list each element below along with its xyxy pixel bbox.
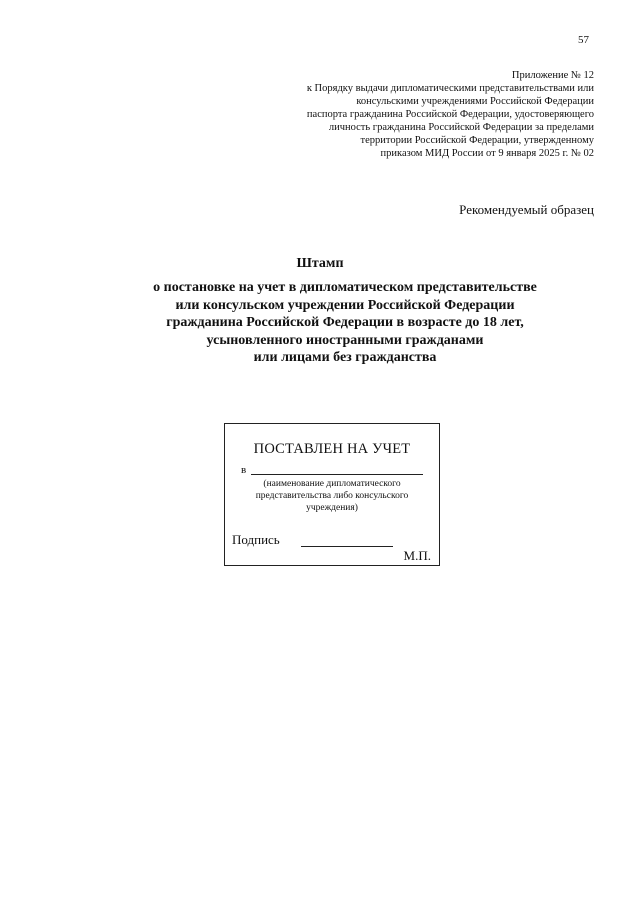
appendix-line: территории Российской Федерации, утвержденному <box>360 135 594 146</box>
subtitle-line: или лицами без гражданства <box>253 350 437 365</box>
stamp-box <box>224 423 440 566</box>
appendix-line: паспорта гражданина Российской Федерации, удостоверяющего <box>306 109 594 120</box>
appendix-line: приказом МИД России от 9 января 2025 г. № 02 <box>380 148 594 159</box>
stamp-in-label: в <box>241 464 247 476</box>
subtitle-line: гражданина Российской Федерации в возрасте до 18 лет, <box>166 315 524 330</box>
stamp-heading: ПОСТАВЛЕН НА УЧЕТ <box>253 441 411 457</box>
subtitle-line: или консульском учреждении Российской Федерации <box>175 297 515 313</box>
seal-label: М.П. <box>403 548 431 563</box>
signature-line <box>301 546 393 547</box>
note-line: представительства либо консульского <box>255 491 409 501</box>
appendix-line: консульскими учреждениями Российской Федерации <box>356 96 594 107</box>
subtitle-line: о постановке на учет в дипломатическом представительстве <box>153 280 537 295</box>
document-subtitle <box>0 279 640 367</box>
appendix-line: Приложение № 12 <box>511 70 594 81</box>
appendix-line: к Порядку выдачи дипломатическими представительствами или <box>306 83 594 94</box>
appendix-reference <box>264 69 594 160</box>
institution-name-line <box>251 474 423 475</box>
note-line: (наименование дипломатического <box>263 479 401 489</box>
institution-name-note <box>225 478 439 514</box>
note-line: учреждения) <box>306 503 358 513</box>
recommended-sample-label: Рекомендуемый образец <box>459 202 594 217</box>
subtitle-line: усыновленного иностранными гражданами <box>206 332 484 348</box>
document-title: Штамп <box>296 256 344 271</box>
appendix-line: личность гражданина Российской Федерации за пределами <box>328 122 594 133</box>
page-number: 57 <box>578 34 589 46</box>
signature-label: Подпись <box>232 532 280 547</box>
